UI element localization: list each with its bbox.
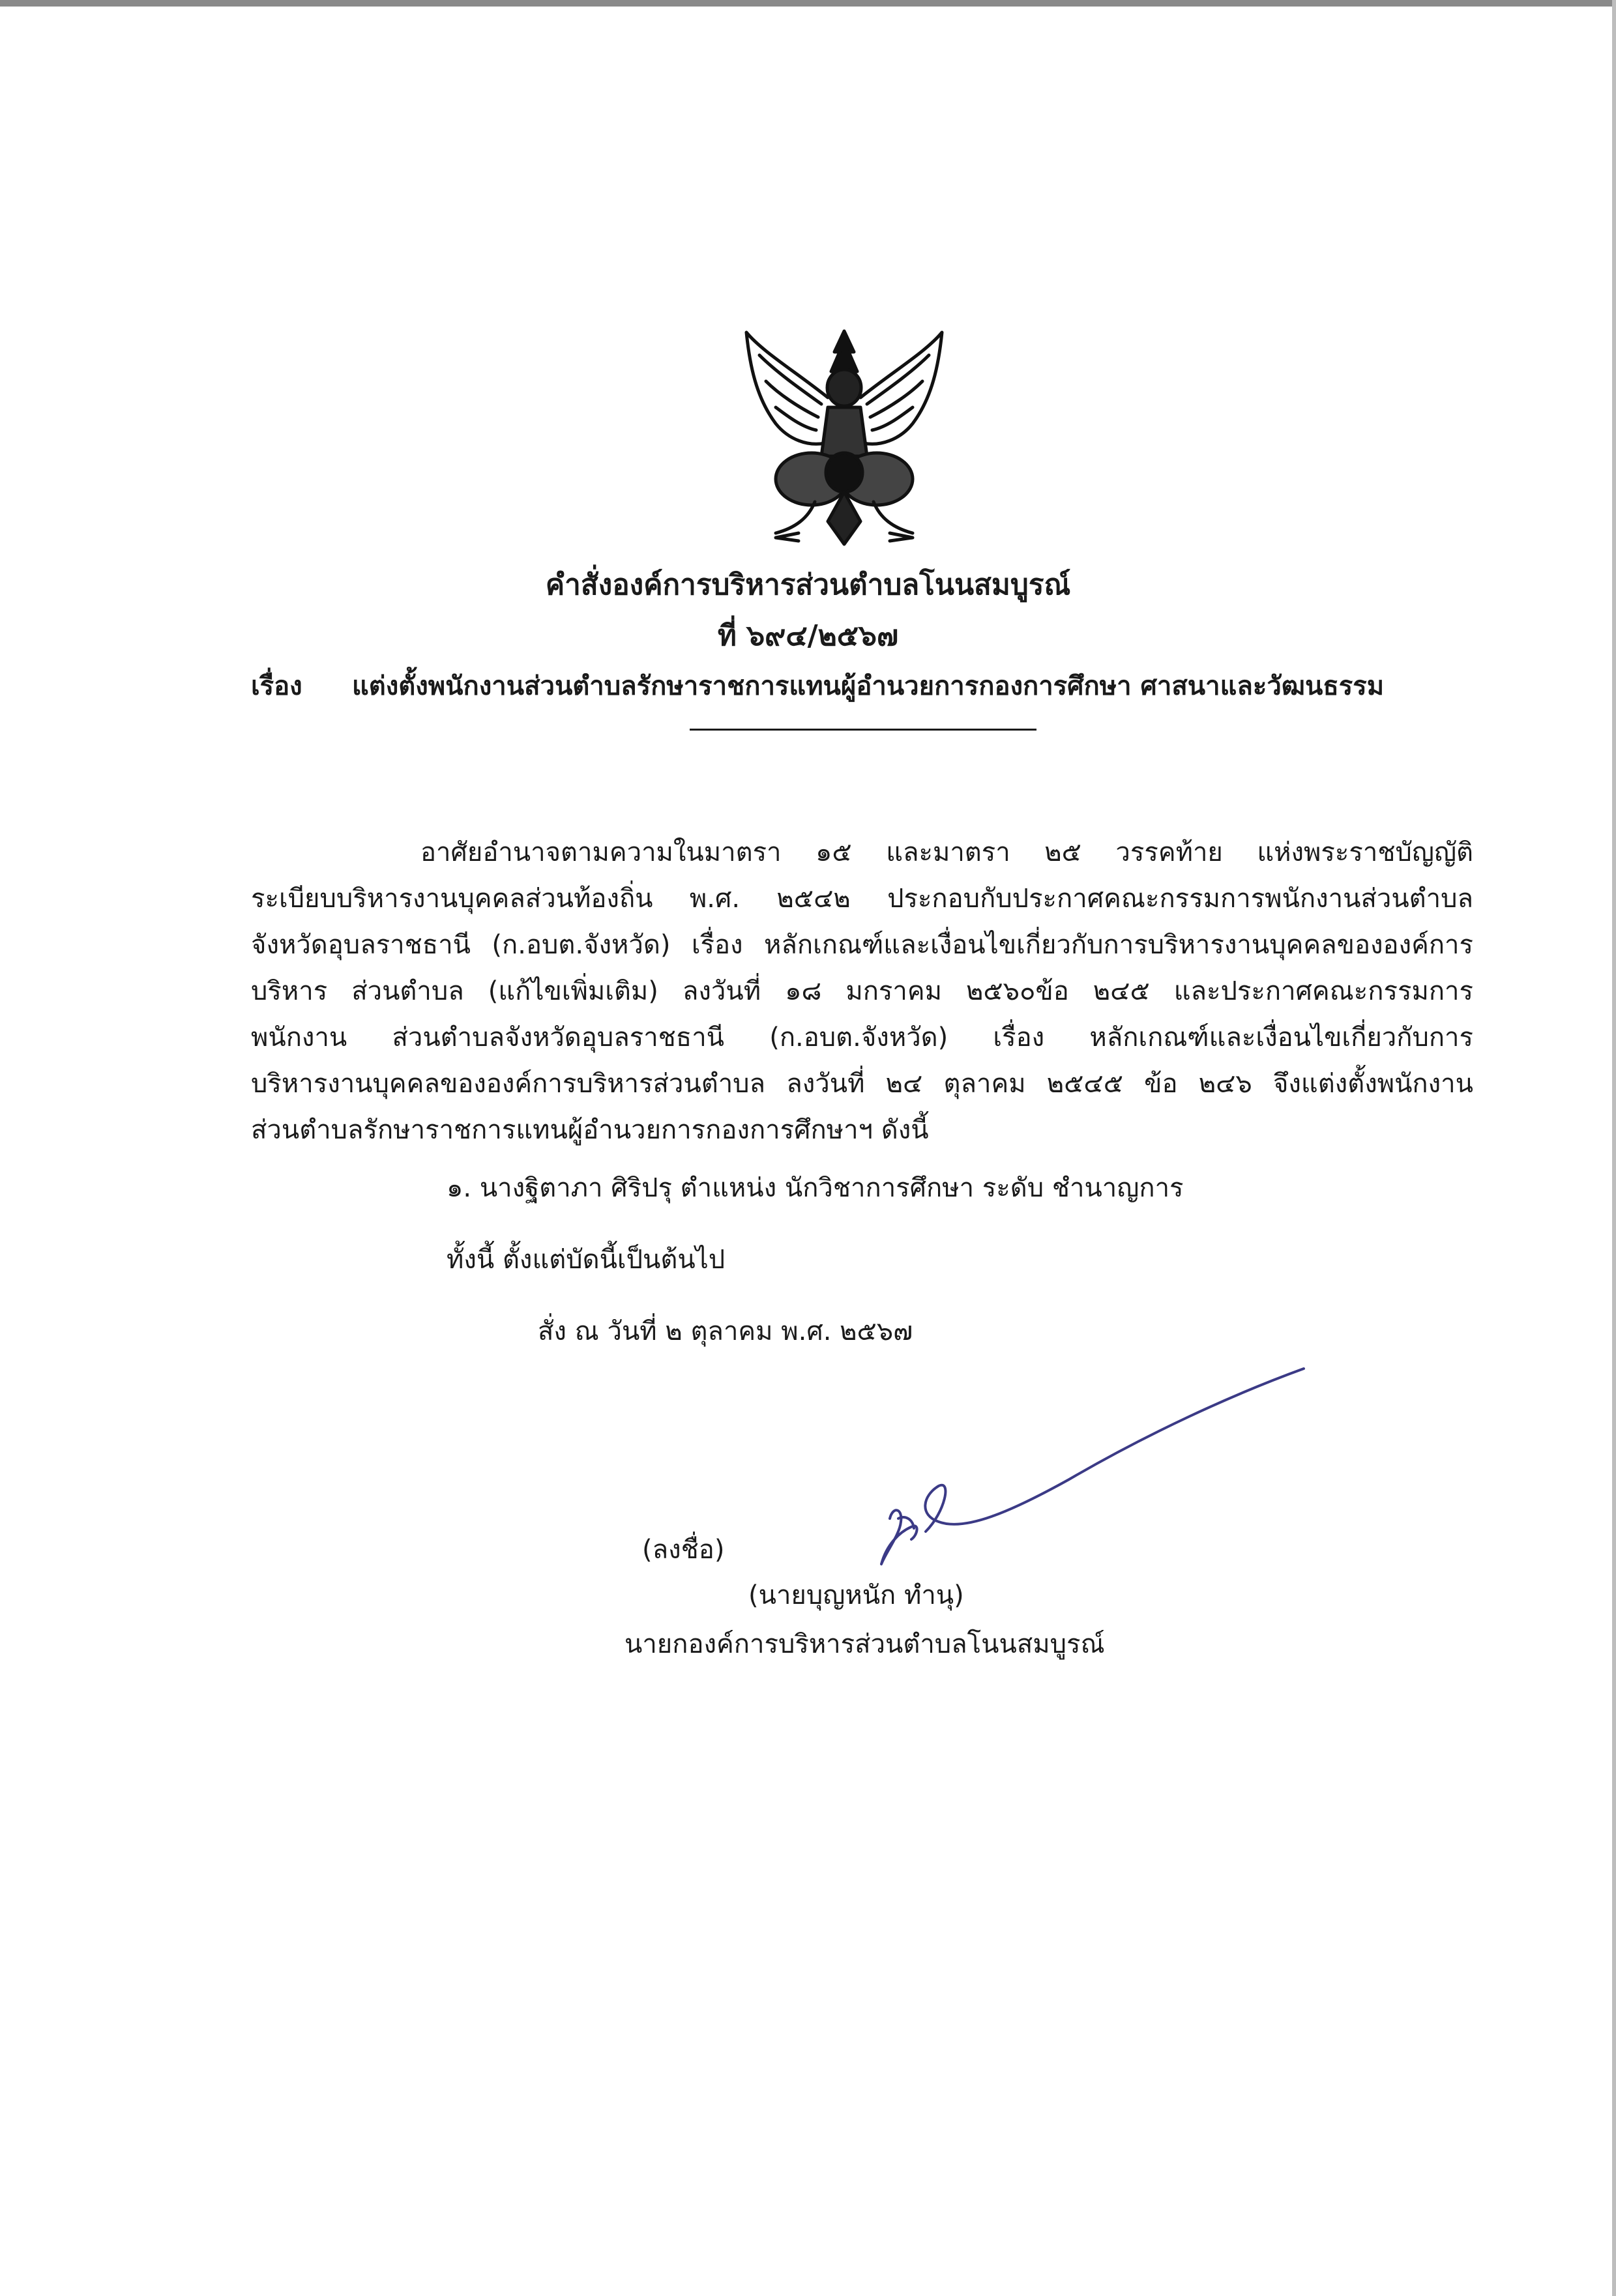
body-line-4: บริหาร ส่วนตำบล (แก้ไขเพิ่มเติม) ลงวันที่ ๑๘ มกราคม ๒๕๖๐ข้อ ๒๔๕ และประกาศคณะกรรมการ	[251, 976, 1473, 1006]
body-line-2: ระเบียบบริหารงานบุคคลส่วนท้องถิ่น พ.ศ. ๒๕๔๒ ประกอบกับประกาศคณะกรรมการพนักงานส่วนตำบล	[251, 884, 1473, 914]
signed-label: (ลงชื่อ)	[642, 1535, 725, 1565]
heading-divider	[690, 729, 1036, 731]
signer-name: (นายบุญหนัก ทำนุ)	[748, 1580, 964, 1610]
body-line-1: อาศัยอำนาจตามความในมาตรา ๑๕ และมาตรา ๒๕ วรรคท้าย แห่งพระราชบัญญัติ	[420, 837, 1473, 867]
scan-top-edge	[0, 0, 1616, 7]
subject-text: แต่งตั้งพนักงานส่วนตำบลรักษาราชการแทนผู้อำนวยการกองการศึกษา ศาสนาและวัฒนธรรม	[352, 671, 1385, 701]
signer-position: นายกองค์การบริหารส่วนตำบลโนนสมบูรณ์	[624, 1629, 1105, 1659]
handwritten-signature	[841, 1356, 1317, 1577]
order-title: คำสั่งองค์การบริหารส่วนตำบลโนนสมบูรณ์	[545, 568, 1071, 602]
body-line-5: พนักงาน ส่วนตำบลจังหวัดอุบลราชธานี (ก.อบต.จังหวัด) เรื่อง หลักเกณฑ์และเงื่อนไขเกี่ยวกับการ	[251, 1023, 1473, 1053]
order-number: ที่ ๖๙๔/๒๕๖๗	[717, 619, 899, 652]
appointee-line: ๑. นางฐิตาภา ศิริปรุ ตำแหน่ง นักวิชาการศึกษา ระดับ ชำนาญการ	[447, 1173, 1184, 1203]
body-line-7: ส่วนตำบลรักษาราชการแทนผู้อำนวยการกองการศึกษาฯ ดังนี้	[251, 1115, 929, 1145]
subject-label: เรื่อง	[251, 671, 302, 701]
body-line-3: จังหวัดอุบลราชธานี (ก.อบต.จังหวัด) เรื่อง หลักเกณฑ์และเงื่อนไขเกี่ยวกับการบริหารงานบุคคลขององค์การ	[251, 930, 1473, 960]
body-line-6: บริหารงานบุคคลขององค์การบริหารส่วนตำบล ลงวันที่ ๒๔ ตุลาคม ๒๕๔๕ ข้อ ๒๔๖ จึงแต่งตั้งพนักงาน	[251, 1069, 1473, 1099]
scan-right-edge	[1612, 0, 1616, 2296]
effective-line: ทั้งนี้ ตั้งแต่บัดนี้เป็นต้นไป	[447, 1245, 726, 1275]
garuda-emblem-icon	[737, 326, 952, 551]
ordered-date: สั่ง ณ วันที่ ๒ ตุลาคม พ.ศ. ๒๕๖๗	[538, 1316, 913, 1346]
